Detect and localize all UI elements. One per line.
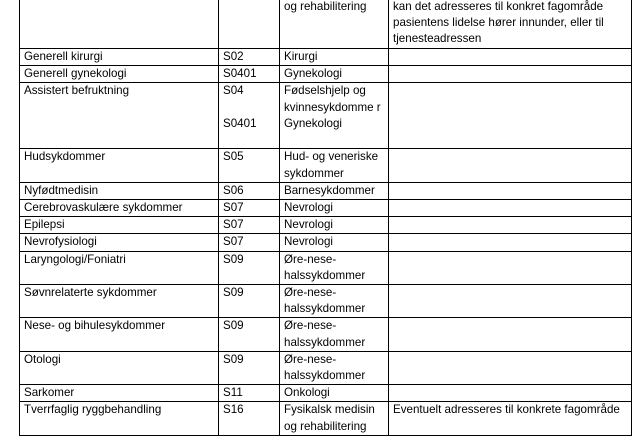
note-cell [389,351,632,384]
code-value: S05 [223,150,244,164]
note-cell [389,83,632,149]
table-row [20,402,632,435]
note-cell [389,318,632,351]
subject-cell: Barnesykdommer [280,182,389,199]
code-value [223,0,273,15]
subject-cell: Øre-nese- halssykdommer [280,351,389,384]
code-value: S04 [223,84,244,98]
subject-cell: og rehabilitering [280,0,389,49]
code-cell [219,0,280,49]
subject-cell: Hud- og veneriske sykdommer [280,149,389,182]
code-value: S06 [223,183,244,197]
specialty-table-body [20,0,632,435]
code-value: S09 [223,352,244,366]
service-cell: Otologi [20,351,219,384]
note-cell [389,66,632,83]
table-row [20,83,632,149]
note-cell [389,49,632,66]
service-cell: Sarkomer [20,385,219,402]
table-row [20,0,632,49]
service-cell: Generell kirurgi [20,49,219,66]
code-value: S09 [223,319,244,333]
subject-cell: Fødselshjelp og kvinnesykdomme r Gynekologi [280,83,389,149]
service-cell: Søvnrelaterte sykdommer [20,285,219,318]
service-cell: Generell gynekologi [20,66,219,83]
code-cell [219,49,280,66]
code-cell [219,182,280,199]
service-cell [20,0,219,49]
table-row [20,318,632,351]
service-cell: Nevrofysiologi [20,234,219,251]
service-cell: Cerebrovaskulære sykdommer [20,200,219,217]
note-cell [389,385,632,402]
note-cell [389,251,632,284]
table-row [20,385,632,402]
subject-cell: Onkologi [280,385,389,402]
code-value: S16 [223,403,244,417]
subject-cell: Nevrologi [280,200,389,217]
code-value: S02 [223,50,244,63]
code-value [223,100,273,116]
code-value: S09 [223,252,244,266]
table-row [20,66,632,83]
specialty-table [19,0,632,436]
table-row [20,182,632,199]
code-value: S07 [223,218,244,232]
code-value: S0401 [223,67,257,81]
table-row [20,285,632,318]
table-row [20,200,632,217]
service-cell: Nese- og bihulesykdommer [20,318,219,351]
subject-cell: Fysikalsk medisin og rehabilitering [280,402,389,435]
code-cell [219,66,280,83]
code-cell [219,385,280,402]
table-row [20,251,632,284]
note-cell [389,149,632,182]
service-cell: Epilepsi [20,217,219,234]
note-cell: Eventuelt adresseres til konkrete fagområde [389,402,632,435]
table-row [20,351,632,384]
code-cell [219,402,280,435]
table-row [20,217,632,234]
note-cell [389,182,632,199]
service-cell: Assistert befruktning [20,83,219,149]
code-cell [219,318,280,351]
code-value: S07 [223,201,244,215]
code-value: S09 [223,286,244,300]
code-cell [219,234,280,251]
subject-cell: Kirurgi [280,49,389,66]
code-cell [219,149,280,182]
subject-cell: Nevrologi [280,217,389,234]
note-cell [389,217,632,234]
code-cell [219,217,280,234]
code-value: S0401 [223,116,257,130]
service-cell: Hudsykdommer [20,149,219,182]
table-row [20,234,632,251]
code-cell [219,83,280,149]
code-value: S07 [223,235,244,249]
subject-cell: Øre-nese- halssykdommer [280,251,389,284]
subject-cell: Gynekologi [280,66,389,83]
note-cell [389,285,632,318]
service-cell: Tverrfaglig ryggbehandling [20,402,219,435]
table-row [20,149,632,182]
subject-cell: Øre-nese- halssykdommer [280,318,389,351]
code-cell [219,200,280,217]
code-cell [219,285,280,318]
note-cell [389,234,632,251]
code-value: S11 [223,386,243,400]
service-cell: Laryngologi/Foniatri [20,251,219,284]
note-cell [389,200,632,217]
subject-cell: Øre-nese- halssykdommer [280,285,389,318]
code-cell [219,251,280,284]
note-cell: kan det adresseres til konkret fagområde pasientens lidelse hører innunder, eller til tjenesteadressen [389,0,632,49]
table-row [20,49,632,66]
subject-cell: Nevrologi [280,234,389,251]
service-cell: Nyfødtmedisin [20,182,219,199]
code-cell [219,351,280,384]
